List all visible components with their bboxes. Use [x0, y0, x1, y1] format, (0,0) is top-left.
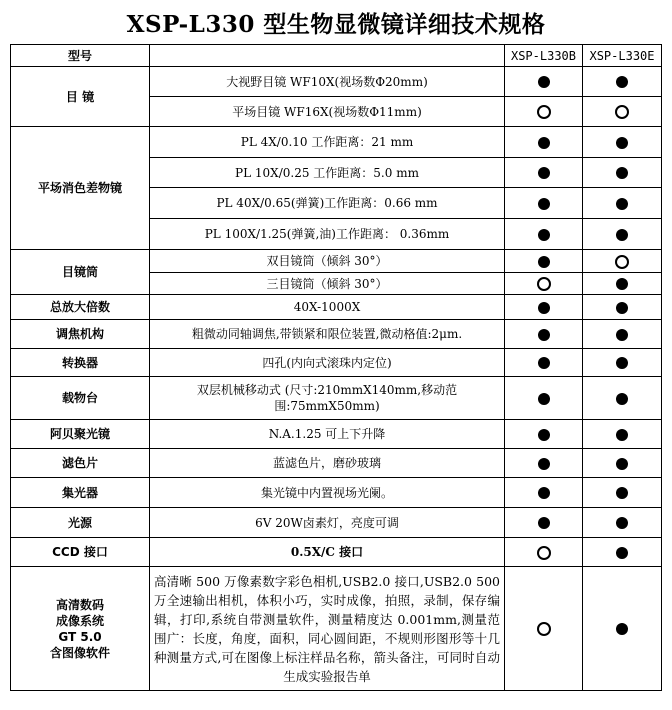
filled-circle-icon	[616, 329, 628, 341]
filled-circle-icon	[538, 76, 550, 88]
spec-description: 0.5X/C 接口	[150, 538, 505, 567]
mark-b	[505, 320, 583, 349]
model-header-label: 型号	[11, 45, 150, 67]
table-row	[11, 295, 662, 320]
table-row	[11, 67, 662, 97]
spec-description: 集光镜中内置视场光阑。	[150, 478, 505, 508]
spec-description: 双目镜筒（倾斜 30°）	[150, 250, 505, 273]
spec-table	[10, 44, 662, 691]
spec-description: PL 10X/0.25 工作距离：5.0 mm	[150, 158, 505, 188]
table-row	[11, 508, 662, 538]
mark-b	[505, 478, 583, 508]
open-circle-icon	[537, 622, 551, 636]
filled-circle-icon	[538, 458, 550, 470]
spec-description: 6V 20W卤素灯，亮度可调	[150, 508, 505, 538]
filled-circle-icon	[616, 229, 628, 241]
open-circle-icon	[537, 546, 551, 560]
mark-b	[505, 538, 583, 567]
table-row	[11, 320, 662, 349]
mark-e	[583, 219, 662, 250]
filled-circle-icon	[538, 517, 550, 529]
filled-circle-icon	[538, 393, 550, 405]
table-row	[11, 420, 662, 449]
eyepiece-category: 目 镜	[11, 67, 150, 127]
mark-e	[583, 377, 662, 420]
mark-b	[505, 377, 583, 420]
mark-e	[583, 538, 662, 567]
objective-category: 平场消色差物镜	[11, 127, 150, 250]
mark-b	[505, 349, 583, 377]
table-row	[11, 127, 662, 158]
spec-description: 大视野目镜 WF10X(视场数Φ20mm)	[150, 67, 505, 97]
filled-circle-icon	[616, 302, 628, 314]
mark-e	[583, 97, 662, 127]
table-row	[11, 478, 662, 508]
mark-b	[505, 188, 583, 219]
filled-circle-icon	[538, 487, 550, 499]
open-circle-icon	[615, 105, 629, 119]
filled-circle-icon	[616, 458, 628, 470]
page-title: XSP-L330 型生物显微镜详细技术规格	[126, 10, 546, 38]
mark-e	[583, 508, 662, 538]
mark-b	[505, 508, 583, 538]
spec-description: 粗微动同轴调焦,带锁紧和限位装置,微动格值:2μm.	[150, 320, 505, 349]
table-row	[11, 538, 662, 567]
mark-e	[583, 478, 662, 508]
open-circle-icon	[537, 277, 551, 291]
imaging-label-line: GT 5.0	[58, 629, 102, 644]
filled-circle-icon	[538, 198, 550, 210]
spec-description: 40X-1000X	[150, 295, 505, 320]
filter-category: 滤色片	[11, 449, 150, 478]
mark-e	[583, 188, 662, 219]
focusing-category: 调焦机构	[11, 320, 150, 349]
filled-circle-icon	[538, 429, 550, 441]
mark-b	[505, 273, 583, 295]
magnification-category: 总放大倍数	[11, 295, 150, 320]
filled-circle-icon	[538, 256, 550, 268]
open-circle-icon	[537, 105, 551, 119]
open-circle-icon	[615, 255, 629, 269]
mark-e	[583, 420, 662, 449]
mark-e	[583, 320, 662, 349]
stage-category: 载物台	[11, 377, 150, 420]
table-row	[11, 377, 662, 420]
filled-circle-icon	[538, 302, 550, 314]
mark-b	[505, 420, 583, 449]
mark-e	[583, 295, 662, 320]
mark-e	[583, 67, 662, 97]
nosepiece-category: 转换器	[11, 349, 150, 377]
light-source-category: 光源	[11, 508, 150, 538]
mark-b	[505, 219, 583, 250]
filled-circle-icon	[616, 137, 628, 149]
mark-e	[583, 349, 662, 377]
filled-circle-icon	[538, 229, 550, 241]
filled-circle-icon	[616, 429, 628, 441]
filled-circle-icon	[616, 167, 628, 179]
filled-circle-icon	[538, 137, 550, 149]
mark-b	[505, 295, 583, 320]
filled-circle-icon	[616, 198, 628, 210]
table-row	[11, 567, 662, 691]
mark-e	[583, 250, 662, 273]
filled-circle-icon	[616, 393, 628, 405]
spec-description: PL 100X/1.25(弹簧,油)工作距离： 0.36mm	[150, 219, 505, 250]
imaging-category	[11, 567, 150, 691]
filled-circle-icon	[616, 357, 628, 369]
imaging-label-line: 含图像软件	[49, 645, 110, 660]
filled-circle-icon	[616, 487, 628, 499]
mark-b	[505, 127, 583, 158]
spec-description: 高清晰 500 万像素数字彩色相机,USB2.0 接口,USB2.0 500 万全速输出相机，体积小巧，实时成像，拍照，录制，保存编辑，打印,系统自带测量软件，测量精度达 0.001mm,测量范围广：长度，角度，面积，同心圆间距，不规则形图形等十几种测量方式,可在图像上标注样品名称，箭头备注，可同时自动生成实验报告单	[150, 567, 505, 691]
mark-b	[505, 567, 583, 691]
spec-description: 蓝滤色片，磨砂玻璃	[150, 449, 505, 478]
mark-b	[505, 97, 583, 127]
imaging-label-line: 成像系统	[55, 613, 104, 628]
model-b-header: XSP-L330B	[505, 45, 583, 67]
mark-e	[583, 449, 662, 478]
filled-circle-icon	[616, 517, 628, 529]
imaging-label-line: 高清数码	[55, 597, 104, 612]
filled-circle-icon	[538, 167, 550, 179]
mark-b	[505, 67, 583, 97]
spec-description: PL 40X/0.65(弹簧)工作距离：0.66 mm	[150, 188, 505, 219]
model-e-header: XSP-L330E	[583, 45, 662, 67]
filled-circle-icon	[616, 278, 628, 290]
spec-description: 平场目镜 WF16X(视场数Φ11mm)	[150, 97, 505, 127]
filled-circle-icon	[616, 623, 628, 635]
mark-e	[583, 158, 662, 188]
mark-b	[505, 158, 583, 188]
filled-circle-icon	[616, 547, 628, 559]
tube-category: 目镜筒	[11, 250, 150, 295]
header-blank-cell	[150, 45, 505, 67]
condenser-category: 阿贝聚光镜	[11, 420, 150, 449]
table-row	[11, 250, 662, 273]
mark-e	[583, 567, 662, 691]
spec-description: PL 4X/0.10 工作距离：21 mm	[150, 127, 505, 158]
spec-description: 四孔(内向式滚珠内定位)	[150, 349, 505, 377]
table-row	[11, 449, 662, 478]
filled-circle-icon	[538, 357, 550, 369]
spec-description: N.A.1.25 可上下升降	[150, 420, 505, 449]
header-row	[11, 45, 662, 67]
mark-b	[505, 250, 583, 273]
spec-description: 双层机械移动式 (尺寸:210mmX140mm,移动范围:75mmX50mm)	[150, 377, 505, 420]
filled-circle-icon	[616, 76, 628, 88]
mark-e	[583, 273, 662, 295]
table-row	[11, 349, 662, 377]
ccd-category: CCD 接口	[11, 538, 150, 567]
spec-description: 三目镜筒（倾斜 30°）	[150, 273, 505, 295]
filled-circle-icon	[538, 329, 550, 341]
mark-e	[583, 127, 662, 158]
mark-b	[505, 449, 583, 478]
collector-category: 集光器	[11, 478, 150, 508]
